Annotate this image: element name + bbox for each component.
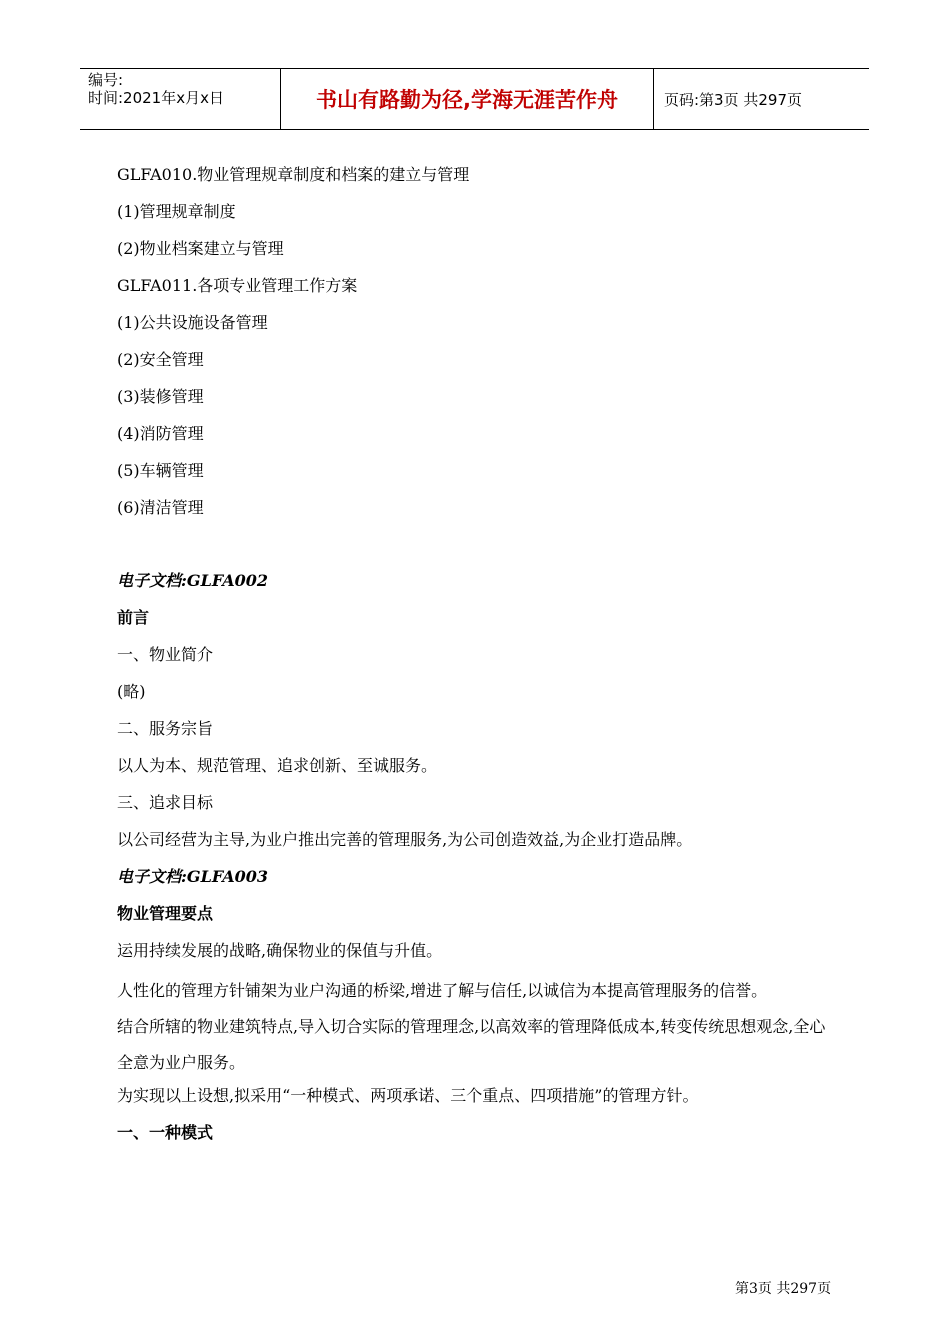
doc-label-glfa003: 电子文档:GLFA003 xyxy=(117,867,269,886)
text-line: (略) xyxy=(117,682,146,701)
document-body xyxy=(117,160,837,1155)
page-header xyxy=(80,68,869,130)
number-label: 编号: xyxy=(88,71,124,89)
text-line: (5)车辆管理 xyxy=(117,461,204,480)
text-line: (1)管理规章制度 xyxy=(117,202,236,221)
text-line: GLFA010.物业管理规章制度和档案的建立与管理 xyxy=(117,165,470,184)
text-line: 三、追求目标 xyxy=(117,793,214,812)
section-heading-key-points: 物业管理要点 xyxy=(117,904,214,923)
text-line: (2)物业档案建立与管理 xyxy=(117,239,284,258)
text-line: (1)公共设施设备管理 xyxy=(117,313,268,332)
text-line: 二、服务宗旨 xyxy=(117,719,214,738)
paragraph: 为实现以上设想,拟采用“一种模式、两项承诺、三个重点、四项措施”的管理方针。 xyxy=(117,1086,699,1105)
text-line: (4)消防管理 xyxy=(117,424,204,443)
header-page-info: 页码:第3页 共297页 xyxy=(664,90,802,109)
text-line: (2)安全管理 xyxy=(117,350,204,369)
text-line: (3)装修管理 xyxy=(117,387,204,406)
paragraph: 人性化的管理方针铺架为业户沟通的桥梁,增进了解与信任,以诚信为本提高管理服务的信誉。 xyxy=(117,981,768,1000)
paragraph: 结合所辖的物业建筑特点,导入切合实际的管理理念,以高效率的管理降低成本,转变传统思想观念,全心全意为业户服务。 xyxy=(117,1017,826,1072)
paragraph: 运用持续发展的战略,确保物业的保值与升值。 xyxy=(117,941,443,960)
subheading-one-mode: 一、一种模式 xyxy=(117,1123,214,1142)
doc-label-glfa002: 电子文档:GLFA002 xyxy=(117,571,269,590)
section-heading-preface: 前言 xyxy=(117,608,150,627)
date-label: 时间:2021年x月x日 xyxy=(88,89,224,107)
text-line: 以公司经营为主导,为业户推出完善的管理服务,为公司创造效益,为企业打造品牌。 xyxy=(117,830,693,849)
header-meta xyxy=(80,69,281,129)
text-line: (6)清洁管理 xyxy=(117,498,204,517)
text-line: GLFA011.各项专业管理工作方案 xyxy=(117,276,358,295)
text-line: 一、物业简介 xyxy=(117,645,214,664)
header-motto: 书山有路勤为径,学海无涯苦作舟 xyxy=(281,69,654,129)
page-footer: 第3页 共297页 xyxy=(735,1281,832,1297)
text-line: 以人为本、规范管理、追求创新、至诚服务。 xyxy=(117,756,438,775)
